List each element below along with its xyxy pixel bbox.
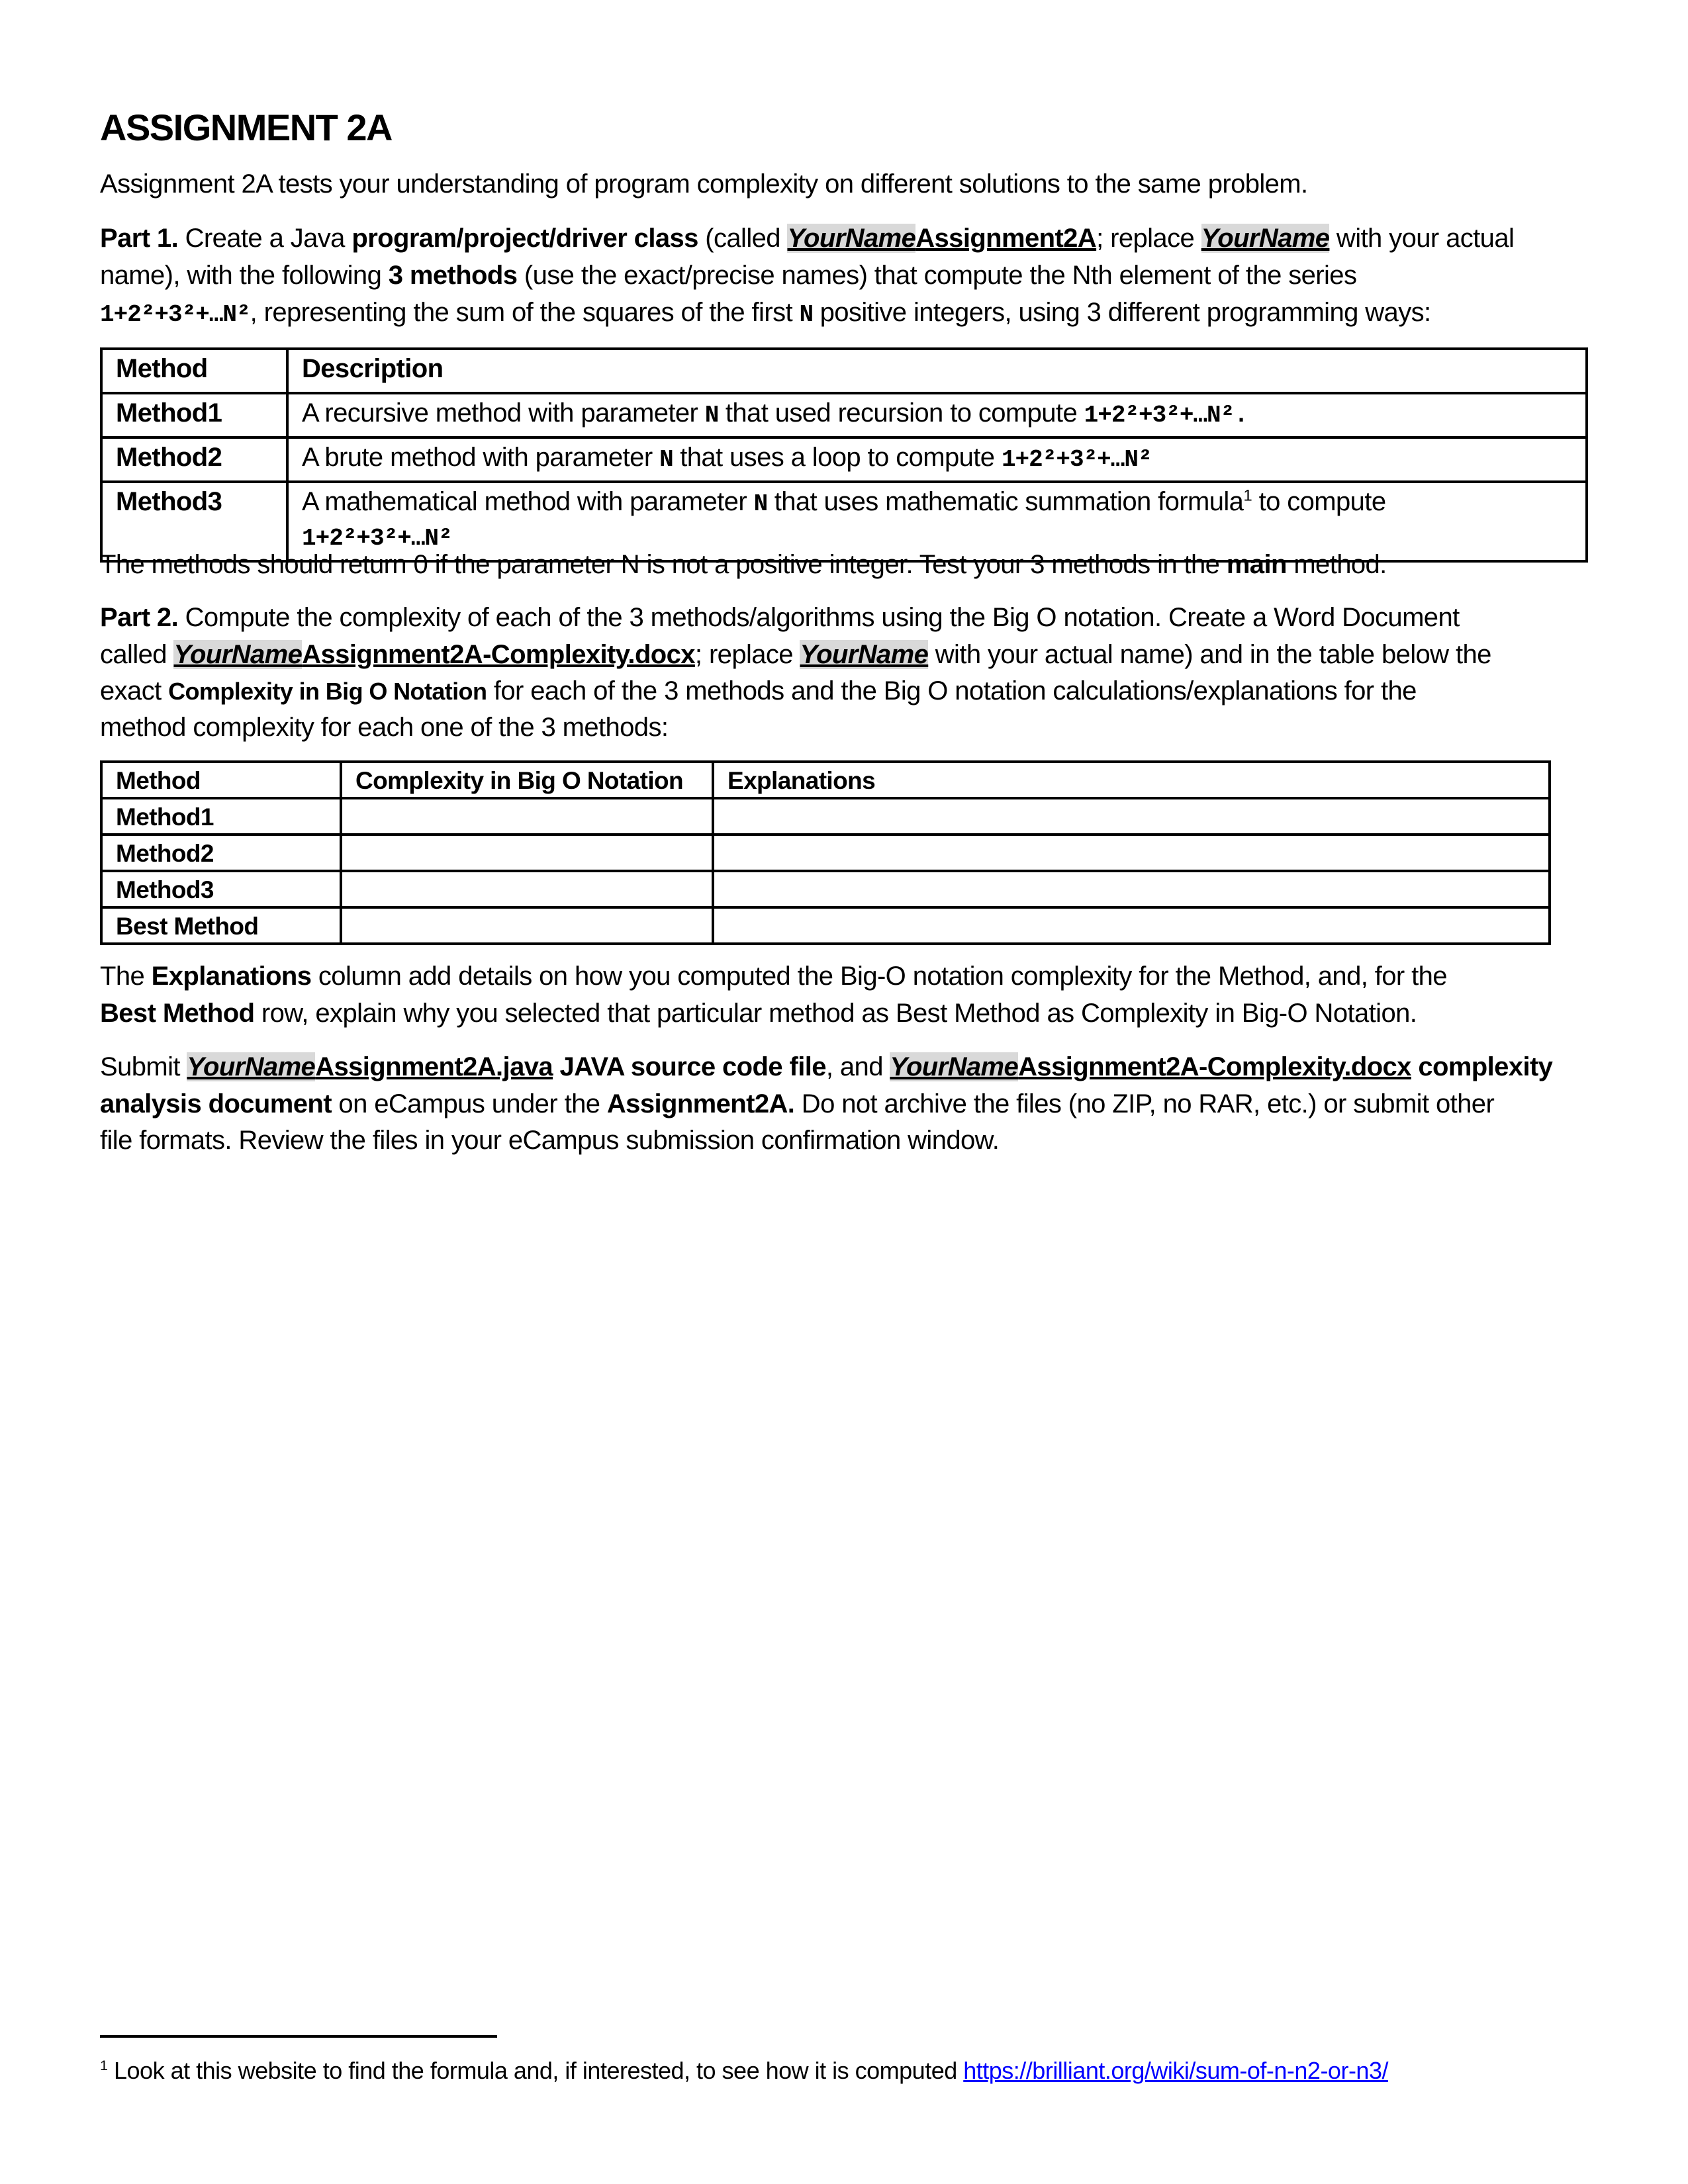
method-name: Method2 xyxy=(101,835,341,871)
n-variable: N xyxy=(799,301,814,328)
header-explanations: Explanations xyxy=(713,762,1550,798)
text: to compute xyxy=(1252,487,1386,516)
text: method. xyxy=(1286,550,1387,579)
table-row xyxy=(101,437,1587,482)
yourname-placeholder: YourName xyxy=(890,1052,1019,1081)
text: The methods should return 0 if the parameter N is not a positive integer. Test your 3 methods in the xyxy=(100,550,1227,579)
footnote-ref[interactable]: 1 xyxy=(1243,486,1252,505)
text: A recursive method with parameter xyxy=(302,398,705,428)
series-formula: 1+2²+3²+…N². xyxy=(1084,402,1248,429)
text: for each of the 3 methods and the Big O notation calculations/explanations for the xyxy=(487,676,1417,705)
footnote xyxy=(100,2057,1388,2085)
header-method: Method xyxy=(101,762,341,798)
main-bold: main xyxy=(1226,550,1287,579)
text: A brute method with parameter xyxy=(302,443,660,472)
series-formula: 1+2²+3²+…N² xyxy=(1001,446,1152,473)
text: Do not archive the files (no ZIP, no RAR, etc.) or submit other xyxy=(794,1089,1495,1118)
program-class-bold: program/project/driver class xyxy=(352,224,698,253)
text: on eCampus under the xyxy=(331,1089,607,1118)
explanations-note-line-1 xyxy=(100,958,1447,995)
submit-line-2 xyxy=(100,1085,1494,1122)
part1-line-1 xyxy=(100,220,1514,257)
explanation-cell[interactable] xyxy=(713,835,1550,871)
text: column add details on how you computed the Big-O notation complexity for the Method, and, for the xyxy=(311,962,1447,991)
text: , representing the sum of the squares of the first xyxy=(250,298,800,327)
part2-line-2 xyxy=(100,636,1491,673)
text: that used recursion to compute xyxy=(718,398,1084,428)
explanations-note-line-2 xyxy=(100,995,1417,1032)
complexity-bold: Complexity in Big O Notation xyxy=(168,678,487,705)
methods-description-table xyxy=(100,347,1588,563)
series-formula: 1+2²+3²+…N² xyxy=(302,525,452,552)
text: A mathematical method with parameter xyxy=(302,487,754,516)
part1-line-3 xyxy=(100,294,1431,331)
yourname-placeholder: YourName xyxy=(173,640,303,669)
text: with your actual name) and in the table below the xyxy=(928,640,1491,669)
java-source-bold: JAVA source code file xyxy=(553,1052,826,1081)
intro-paragraph: Assignment 2A tests your understanding of program complexity on different solutions to the same problem. xyxy=(100,169,1308,199)
n-variable: N xyxy=(659,446,673,473)
page-title: ASSIGNMENT 2A xyxy=(100,107,392,148)
three-methods-bold: 3 methods xyxy=(388,261,518,290)
footnote-text: Look at this website to find the formula and, if interested, to see how it is computed xyxy=(107,2057,964,2084)
table-row xyxy=(101,393,1587,437)
method-name: Method1 xyxy=(101,798,341,835)
java-file-name: Assignment2A.java xyxy=(315,1052,553,1081)
part2-line-3 xyxy=(100,672,1417,709)
text: that uses a loop to compute xyxy=(673,443,1002,472)
table-row xyxy=(101,798,1550,835)
text: row, explain why you selected that particular method as Best Method as Complexity in Big-O Notation. xyxy=(254,999,1417,1028)
text: that uses mathematic summation formula xyxy=(767,487,1244,516)
docx-file-name: Assignment2A-Complexity.docx xyxy=(1018,1052,1411,1081)
explanations-bold: Explanations xyxy=(151,962,312,991)
table-header-row xyxy=(101,762,1550,798)
text: name), with the following xyxy=(100,261,389,290)
complexity-cell[interactable] xyxy=(341,798,713,835)
header-method: Method xyxy=(101,349,287,393)
method-name: Method1 xyxy=(101,393,287,437)
explanation-cell[interactable] xyxy=(713,907,1550,944)
series-formula: 1+2²+3²+…N² xyxy=(100,301,250,328)
header-complexity: Complexity in Big O Notation xyxy=(341,762,713,798)
analysis-document-bold: analysis document xyxy=(100,1089,332,1118)
footnote-separator xyxy=(100,2035,497,2038)
method-name: Method2 xyxy=(101,437,287,482)
text: Submit xyxy=(100,1052,187,1081)
explanation-cell[interactable] xyxy=(713,798,1550,835)
complexity-bold: complexity xyxy=(1411,1052,1553,1081)
footnote-link[interactable]: https://brilliant.org/wiki/sum-of-n-n2-or-n3/ xyxy=(963,2057,1388,2084)
n-variable: N xyxy=(753,490,768,518)
part1-label: Part 1. xyxy=(100,224,179,253)
submit-line-3: file formats. Review the files in your eCampus submission confirmation window. xyxy=(100,1126,1000,1155)
header-description: Description xyxy=(287,349,1587,393)
text: ; replace xyxy=(694,640,800,669)
text: with your actual xyxy=(1329,224,1515,253)
complexity-cell[interactable] xyxy=(341,835,713,871)
yourname-placeholder: YourName xyxy=(1201,224,1330,253)
footnote-number: 1 xyxy=(100,2057,108,2073)
yourname-placeholder: YourName xyxy=(800,640,929,669)
part2-line-1 xyxy=(100,599,1460,636)
complexity-cell[interactable] xyxy=(341,871,713,907)
text: positive integers, using 3 different programming ways: xyxy=(813,298,1431,327)
part2-label: Part 2. xyxy=(100,603,179,632)
table-row xyxy=(101,871,1550,907)
method-name: Method3 xyxy=(101,482,287,561)
table-header-row xyxy=(101,349,1587,393)
text: Compute the complexity of each of the 3 methods/algorithms using the Big O notation. Create a Word Document xyxy=(178,603,1460,632)
text: Create a Java xyxy=(178,224,352,253)
return-note xyxy=(100,546,1387,583)
part2-line-4: method complexity for each one of the 3 methods: xyxy=(100,713,669,742)
complexity-cell[interactable] xyxy=(341,907,713,944)
yourname-placeholder: YourName xyxy=(787,224,916,253)
text: (use the exact/precise names) that compute the Nth element of the series xyxy=(517,261,1357,290)
assignment-bold: Assignment2A. xyxy=(606,1089,795,1118)
method-description xyxy=(287,393,1587,437)
text: The xyxy=(100,962,152,991)
docx-file-name: Assignment2A-Complexity.docx xyxy=(302,640,695,669)
text: (called xyxy=(698,224,788,253)
complexity-table xyxy=(100,760,1551,945)
yourname-placeholder: YourName xyxy=(187,1052,316,1081)
method-description xyxy=(287,437,1587,482)
table-row xyxy=(101,835,1550,871)
submit-line-1 xyxy=(100,1048,1552,1085)
best-method-bold: Best Method xyxy=(100,999,255,1028)
table-row xyxy=(101,907,1550,944)
explanation-cell[interactable] xyxy=(713,871,1550,907)
method-name: Method3 xyxy=(101,871,341,907)
class-name: Assignment2A xyxy=(915,224,1097,253)
text: exact xyxy=(100,676,169,705)
text: , and xyxy=(825,1052,890,1081)
text: ; replace xyxy=(1096,224,1201,253)
method-name: Best Method xyxy=(101,907,341,944)
text: called xyxy=(100,640,174,669)
n-variable: N xyxy=(704,402,719,429)
part1-line-2 xyxy=(100,257,1356,294)
